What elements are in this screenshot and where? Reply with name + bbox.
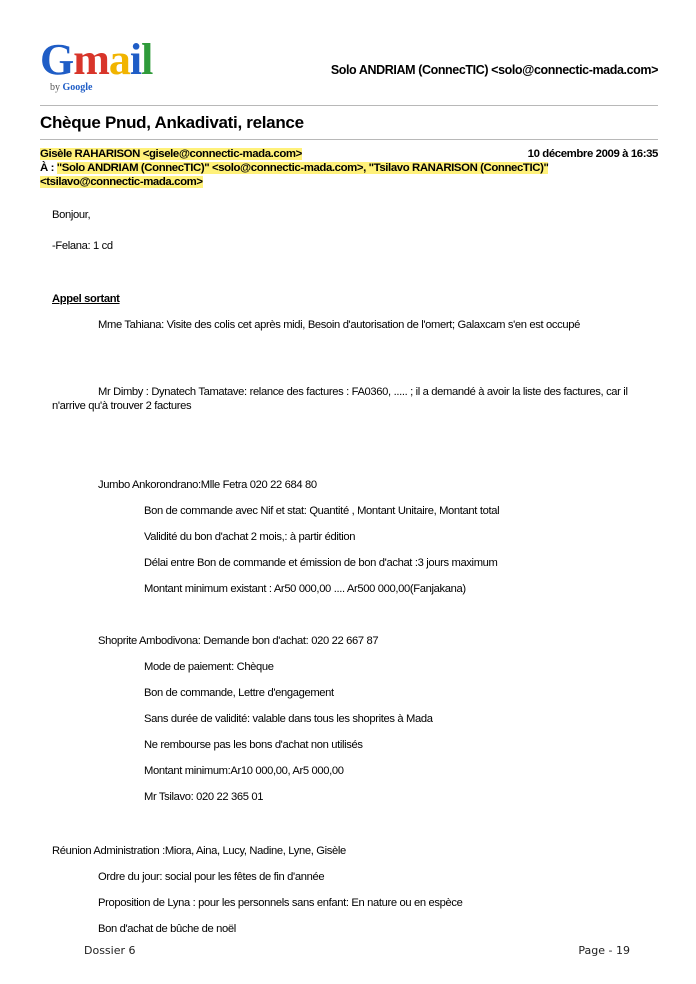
jumbo-item: Validité du bon d'achat 2 mois,: à partir édition: [144, 531, 356, 543]
shoprite-item: Bon de commande, Lettre d'engagement: [144, 687, 334, 699]
account-identity: Solo ANDRIAM (ConnecTIC) <solo@connectic-mada.com>: [330, 63, 658, 77]
gmail-logo-byline: by Google: [50, 82, 93, 93]
recipients-line-2: <tsilavo@connectic-mada.com>: [40, 176, 203, 188]
shoprite-item: Ne rembourse pas les bons d'achat non utilisés: [144, 739, 363, 751]
section-heading-appel-sortant: Appel sortant: [52, 293, 120, 305]
recipients-line-1: "Solo ANDRIAM (ConnecTIC)" <solo@connectic-mada.com>, "Tsilavo RANARISON (ConnecTIC)": [56, 162, 549, 174]
shoprite-item: Mr Tsilavo: 020 22 365 01: [144, 791, 264, 803]
gmail-logo: [40, 35, 170, 96]
jumbo-item: Bon de commande avec Nif et stat: Quantité , Montant Unitaire, Montant total: [144, 505, 500, 517]
email-date: 10 décembre 2009 à 16:35: [527, 148, 658, 160]
greeting: Bonjour,: [52, 209, 91, 221]
footer-dossier: Dossier 6: [84, 944, 136, 957]
header-divider: [40, 105, 658, 106]
paragraph-tahiana: Mme Tahiana: Visite des colis cet après midi, Besoin d'autorisation de l'omert; Galaxcam s'en est occupé: [98, 319, 580, 331]
reunion-item: Proposition de Lyna : pour les personnels sans enfant: En nature ou en espèce: [98, 897, 463, 909]
reunion-item: Ordre du jour: social pour les fêtes de fin d'année: [98, 871, 325, 883]
shoprite-item: Montant minimum:Ar10 000,00, Ar5 000,00: [144, 765, 344, 777]
reunion-line: Réunion Administration :Miora, Aina, Lucy, Nadine, Lyne, Gisèle: [52, 845, 346, 857]
footer-page-number: Page - 19: [578, 944, 630, 957]
to-prefix: À :: [40, 162, 54, 174]
jumbo-item: Montant minimum existant : Ar50 000,00 .... Ar500 000,00(Fanjakana): [144, 583, 466, 595]
reunion-item: Bon d'achat de bûche de noël: [98, 923, 236, 935]
sender: Gisèle RAHARISON <gisele@connectic-mada.com>: [40, 148, 302, 160]
shoprite-item: Mode de paiement: Chèque: [144, 661, 274, 673]
jumbo-line: Jumbo Ankorondrano:Mlle Fetra 020 22 684 80: [98, 479, 317, 491]
gmail-logo-wordmark: Gmail: [40, 35, 153, 84]
shoprite-item: Sans durée de validité: valable dans tous les shoprites à Mada: [144, 713, 433, 725]
email-subject: Chèque Pnud, Ankadivati, relance: [40, 113, 304, 132]
email-meta: [40, 147, 658, 189]
shoprite-line: Shoprite Ambodivona: Demande bon d'achat: 020 22 667 87: [98, 635, 379, 647]
paragraph-dimby: Mr Dimby : Dynatech Tamatave: relance des factures : FA0360, ..... ; il a demandé à avoir la liste des factures, car il n'arrive qu'à trouver 2 factures: [52, 386, 628, 412]
jumbo-item: Délai entre Bon de commande et émission de bon d'achat :3 jours maximum: [144, 557, 498, 569]
subject-divider: [40, 139, 658, 140]
felana-line: -Felana: 1 cd: [52, 240, 113, 252]
